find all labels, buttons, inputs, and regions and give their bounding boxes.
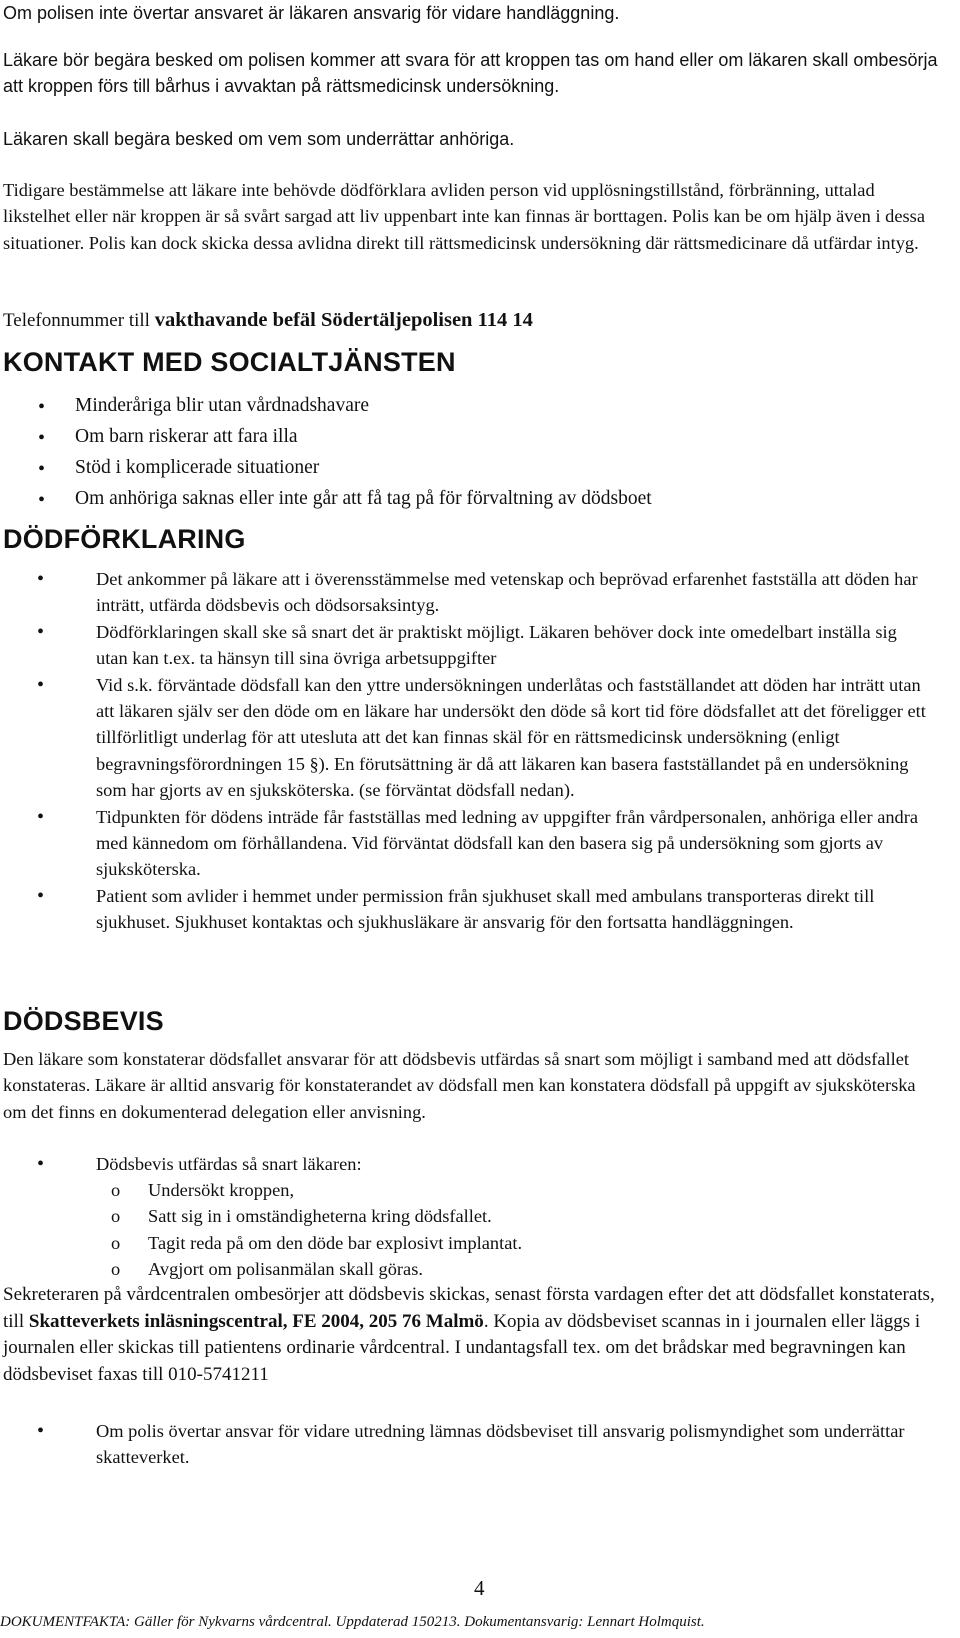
circle-bullet-icon: o — [111, 1259, 121, 1280]
sub-list-item: o Satt sig in i omständigheterna kring dödsfallet. — [0, 1203, 950, 1229]
list-item: • Dödsbevis utfärdas så snart läkaren: — [0, 1151, 950, 1177]
circle-bullet-icon: o — [111, 1206, 121, 1227]
bullet-icon — [37, 566, 44, 592]
list-item: • Det ankommer på läkare att i överensstämmelse med vetenskap och beprövad erfarenhet fastställa att döden har inträtt, utfärda dödsbevis och dödsorsaksintyg. — [0, 566, 950, 619]
intro-line: Om polisen inte övertar ansvaret är läkaren ansvarig för vidare handläggning. — [3, 3, 620, 23]
list-item: • Minderåriga blir utan vårdnadshavare — [0, 392, 950, 423]
dodsbevis-list — [0, 1151, 950, 1177]
circle-bullet-icon: o — [111, 1232, 121, 1253]
sub-list-item: o Undersökt kroppen, — [0, 1177, 950, 1203]
heading-dodsbevis: DÖDSBEVIS — [3, 1006, 164, 1036]
list-item: • Om polis övertar ansvar för vidare utredning lämnas dödsbeviset till ansvarig polismyndighet som underrättar skatteverket. — [0, 1418, 950, 1471]
bullet-icon — [37, 619, 44, 645]
list-item: • Dödförklaringen skall ske så snart det är praktiskt möjligt. Läkaren behöver dock inte omedelbart inställa sig utan kan t.ex. ta hänsyn till sina övriga arbetsuppgifter — [0, 619, 950, 672]
phone-line — [3, 306, 943, 335]
paragraph-tidigare: Tidigare bestämmelse att läkare inte behövde dödförklara avliden person vid upplösningstillstånd, förbränning, uttalad likstelhet eller när kroppen är så svårt sargad att liv uppenbart inte kan finnas är borttagen. Polis kan be om hjälp även i dessa situationer. Polis kan dock skicka dessa avlidna direkt till rättsmedicinsk undersökning där rättsmedicinare då utfärdar intyg. — [3, 180, 925, 253]
bullet-icon — [37, 672, 44, 698]
phone-prefix: Telefonnummer till — [3, 310, 150, 331]
kontakt-list — [0, 392, 950, 516]
paragraph-besked: Läkare bör begära besked om polisen kommer att svara för att kroppen tas om hand eller om läkaren skall ombesörja att kroppen förs till bårhus i avvaktan på rättsmedicinsk undersökning. — [3, 50, 938, 97]
sub-list-item: o Tagit reda på om den döde bar explosivt implantat. — [0, 1230, 950, 1256]
paragraph-dodsbevis: Den läkare som konstaterar dödsfallet ansvarar för att dödsbevis utfärdas så snart som möjligt i samband med att dödsfallet konstateras. Läkare är alltid ansvarig för konstaterandet av dödsfall men kan konstatera dödsfall på uppgift av sjuksköterska om det finns en dokumenterad delegation eller anvisning. — [3, 1049, 916, 1122]
bullet-icon — [38, 425, 45, 451]
list-item: • Stöd i komplicerade situationer — [0, 454, 950, 485]
document-footer: DOKUMENTFAKTA: Gäller för Nykvarns vårdcentral. Uppdaterad 150213. Dokumentansvarig: Lennart Holmquist. — [0, 1614, 705, 1630]
dodsbevis-sublist — [0, 1177, 950, 1283]
paragraph-sekreterare: Sekreteraren på vårdcentralen ombesörjer att dödsbevis skickas, senast första vardagen efter det att dödsfallet konstaterats, till Skatteverkets inläsningscentral, FE 2004, 205 76 Malmö. Kopia av dödsbeviset scannas in i journalen eller läggs i journalen eller skickas till patientens ordinarie vårdcentral. I undantagsfall tex. om det brådskar med begravningen kan dödsbeviset faxas till 010-5741211 — [3, 1284, 935, 1385]
page-number: 4 — [474, 1576, 485, 1600]
list-item: • Om anhöriga saknas eller inte går att få tag på för förvaltning av dödsboet — [0, 485, 950, 516]
phone-number-bold: vakthavande befäl Södertäljepolisen 114 14 — [154, 309, 533, 331]
bullet-icon — [37, 804, 44, 830]
bullet-icon — [37, 1151, 44, 1177]
address-bold: Skatteverkets inläsningscentral, FE 2004, 205 76 Malmö — [28, 1310, 484, 1332]
list-item: • Om barn riskerar att fara illa — [0, 423, 950, 454]
bullet-icon — [38, 456, 45, 482]
final-list — [0, 1418, 950, 1471]
sub-list-item: o Avgjort om polisanmälan skall göras. — [0, 1256, 950, 1282]
paragraph-anhoriga: Läkaren skall begära besked om vem som underrättar anhöriga. — [3, 129, 515, 149]
dodforklaring-list — [0, 566, 950, 936]
bullet-icon — [37, 1418, 44, 1444]
heading-kontakt: KONTAKT MED SOCIALTJÄNSTEN — [3, 347, 456, 377]
list-item: • Patient som avlider i hemmet under permission från sjukhuset skall med ambulans transporteras direkt till sjukhuset. Sjukhuset kontaktas och sjukhusläkare är ansvarig för den fortsatta handläggningen. — [0, 883, 950, 936]
bullet-icon — [37, 883, 44, 909]
list-item: • Tidpunkten för dödens inträde får fastställas med ledning av uppgifter från vårdpersonalen, anhöriga eller andra med kännedom om förhållandena. Vid förväntat dödsfall kan den basera sig på undersökning som gjorts av sjuksköterska. — [0, 804, 950, 883]
circle-bullet-icon: o — [111, 1180, 121, 1200]
heading-dodforklaring: DÖDFÖRKLARING — [3, 524, 246, 554]
bullet-icon — [38, 394, 45, 420]
bullet-icon — [38, 487, 45, 513]
list-item: • Vid s.k. förväntade dödsfall kan den yttre undersökningen underlåtas och fastställandet att döden har inträtt utan att läkaren själv ser den döde om en läkare har undersökt den döde så kort tid före dödsfallet att det föreligger ett tillförlitligt underlag för att utesluta att det kan finnas skäl för en rättsmedicinsk undersökning (enligt begravningsförordningen 15 §). En förutsättning är då att läkaren kan basera fastställandet på en undersökning som har gjorts av en sjuksköterska. (se förväntat dödsfall nedan). — [0, 672, 950, 804]
